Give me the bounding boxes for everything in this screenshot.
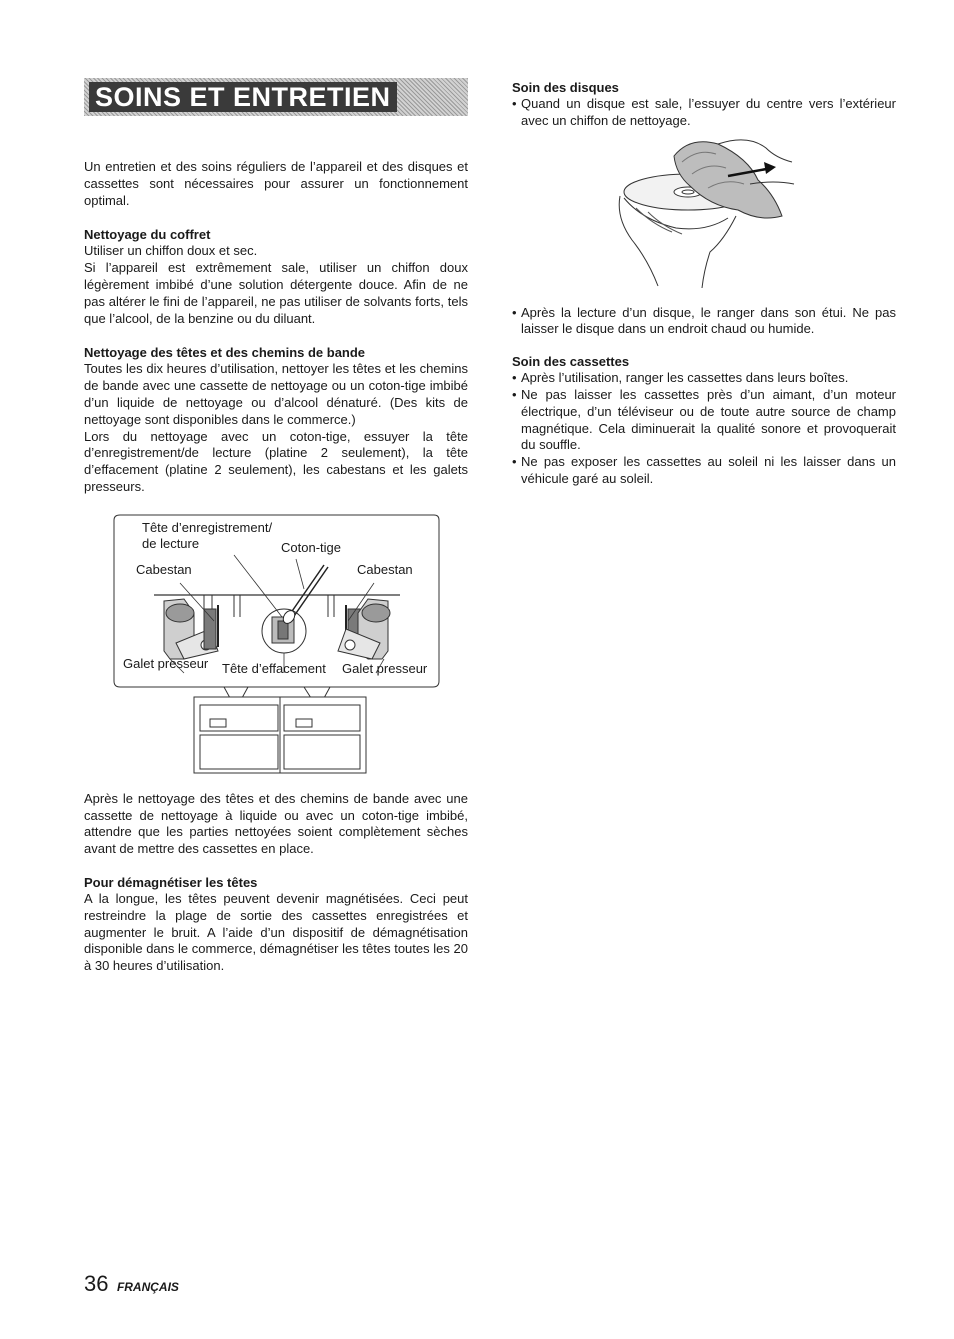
label-capstan-right: Cabestan bbox=[357, 561, 413, 577]
tape-head-diagram bbox=[84, 513, 468, 781]
label-rec-head-2: de lecture bbox=[142, 535, 200, 551]
demag-body: A la longue, les têtes peuvent devenir magnétisées. Ceci peut restreindre la plage de sortie des cassettes enregistrées et augmenter le bruit. A l’aide d’un dispositif de démagnétisation disponible dans le commerce, démagnétiser les têtes toutes les 20 à 30 heures d’utilisation. bbox=[84, 890, 468, 974]
cassette-deck-unit bbox=[194, 697, 366, 773]
right-column bbox=[512, 79, 896, 488]
page-title: SOINS ET ENTRETIEN bbox=[89, 82, 397, 112]
footer-language: FRANÇAIS bbox=[116, 1280, 179, 1294]
cassettes-bullet: • Ne pas laisser les cassettes près d’un aimant, d’un moteur électrique, d’un téléviseur ou de toute autre source de champ magnétique. Cela diminuerait la qualité sonore et provoquerait du souffle. bbox=[512, 387, 896, 454]
page-number: 36 bbox=[84, 1271, 109, 1296]
discs-bullet-1: • Quand un disque est sale, l’essuyer du centre vers l’extérieur avec un chiffon de nettoyage. bbox=[512, 96, 896, 130]
heads-heading: Nettoyage des têtes et des chemins de bande bbox=[84, 345, 366, 361]
label-pinch-left: Galet presseur bbox=[123, 655, 209, 671]
discs-bullet-2: • Après la lecture d’un disque, le ranger dans son étui. Ne pas laisser le disque dans un endroit chaud ou humide. bbox=[512, 305, 896, 339]
label-pinch-right: Galet presseur bbox=[342, 660, 428, 676]
left-column bbox=[84, 78, 468, 975]
disc-cleaning-illustration bbox=[512, 136, 896, 300]
heads-body-2: Lors du nettoyage avec un coton-tige, essuyer la tête d’enregistrement/de lecture (platine 2 seulement), la tête d’effacement (platine 2 seulement), les cabestans et les galets presseurs. bbox=[84, 428, 468, 494]
cassettes-list bbox=[512, 370, 896, 488]
label-erase-head: Tête d’effacement bbox=[222, 660, 326, 676]
demag-heading: Pour démagnétiser les têtes bbox=[84, 874, 258, 890]
after-cleaning-text: Après le nettoyage des têtes et des chemins de bande avec une cassette de nettoyage à liquide ou avec un coton-tige imbibé, attendre que les parties nettoyées soient complètement sèches avant de mettre des cassettes en place. bbox=[84, 790, 468, 857]
left-pinch-roller bbox=[164, 599, 218, 659]
cassettes-bullet: • Ne pas exposer les cassettes au soleil ni les laisser dans un véhicule garé au soleil. bbox=[512, 454, 896, 488]
cabinet-heading: Nettoyage du coffret bbox=[84, 227, 211, 243]
label-rec-head-1: Tête d’enregistrement/ bbox=[142, 519, 273, 535]
discs-heading: Soin des disques bbox=[512, 80, 619, 95]
page-footer bbox=[84, 1271, 179, 1297]
tape-deck-illustration bbox=[84, 513, 468, 781]
cassettes-heading: Soin des cassettes bbox=[512, 354, 630, 370]
cabinet-line1: Utiliser un chiffon doux et sec. bbox=[84, 243, 258, 259]
cassettes-bullet: • Après l’utilisation, ranger les cassettes dans leurs boîtes. bbox=[512, 370, 896, 387]
title-banner bbox=[84, 78, 468, 116]
heads-body-1: Toutes les dix heures d’utilisation, nettoyer les têtes et les chemins de bande avec une cassette de nettoyage ou un coton-tige imbibé d’un liquide de nettoyage ou d’alcool dénaturé. (Des kits de nettoyage sont disponibles dans le commerce.) bbox=[84, 361, 468, 427]
label-cotton-swab: Coton-tige bbox=[281, 539, 341, 555]
intro-text: Un entretien et des soins réguliers de l’appareil et des disques et cassettes sont nécessaires pour assurer un fonctionnement optimal. bbox=[84, 159, 468, 208]
discs-list-1 bbox=[512, 96, 896, 130]
label-capstan-left: Cabestan bbox=[136, 561, 192, 577]
discs-list-2 bbox=[512, 305, 896, 339]
cabinet-body: Si l’appareil est extrêmement sale, utiliser un chiffon doux légèrement imbibé d’une solution détergente douce. Afin de ne pas altérer le fini de l’appareil, ne pas utiliser de solvants forts, tels que l’alcool, de la benzine ou du diluant. bbox=[84, 260, 468, 326]
disc-wipe-icon bbox=[512, 136, 896, 300]
